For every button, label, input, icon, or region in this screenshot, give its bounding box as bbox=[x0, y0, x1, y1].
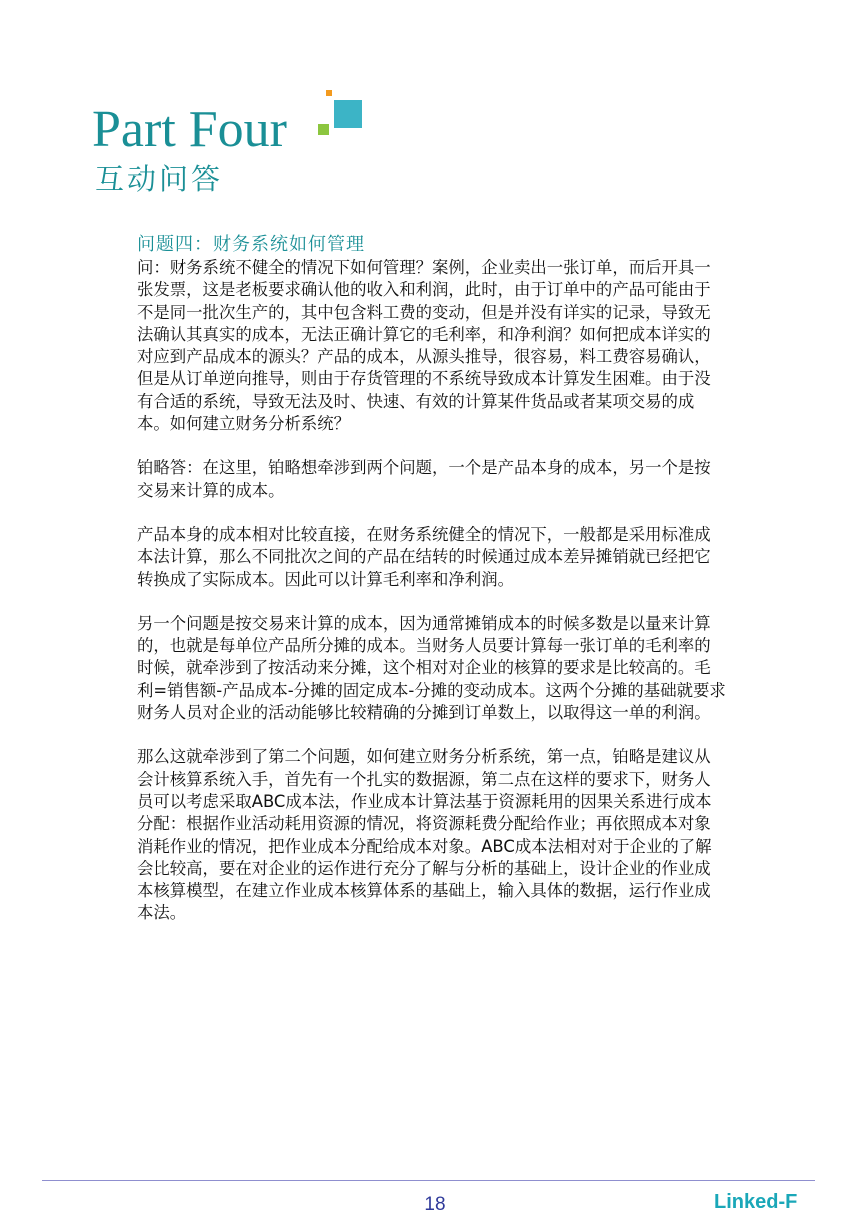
paragraph-question: 问：财务系统不健全的情况下如何管理？案例，企业卖出一张订单，而后开具一张发票，这是老板要求确认他的收入和利润，此时，由于订单中的产品可能由于不是同一批次生产的，其中包含料工费的变动，但是并没有详实的记录，导致无法确认其真实的成本，无法正确计算它的毛利率，和净利润？如何把成本详实的对应到产品成本的源头？产品的成本，从源头推导，很容易，料工费容易确认，但是从订单逆向推导，则由于存货管理的不系统导致成本计算发生困难。由于没有合适的系统，导致无法及时、快速、有效的计算某件货品或者某项交易的成本。如何建立财务分析系统？ bbox=[137, 258, 711, 434]
paragraph-financial-analysis-system: 那么这就牵涉到了第二个问题，如何建立财务分析系统，第一点，铂略是建议从会计核算系统入手，首先有一个扎实的数据源，第二点在这样的要求下，财务人员可以考虑采取ABC成本法，作业成本计算法基于资源耗用的因果关系进行成本分配：根据作业活动耗用资源的情况，将资源耗费分配给作业；再依照成本对象消耗作业的情况，把作业成本分配给成本对象。ABC成本法相对对于企业的了解会比较高，要在对企业的运作进行充分了解与分析的基础上，设计企业的作业成本核算模型，在建立作业成本核算体系的基础上，输入具体的数据，运行作业成本法。 bbox=[137, 747, 712, 923]
article-body bbox=[137, 233, 727, 925]
green-square bbox=[318, 124, 329, 135]
decorative-squares-logo bbox=[318, 90, 364, 138]
paragraph-product-cost: 产品本身的成本相对比较直接，在财务系统健全的情况下，一般都是采用标准成本法计算，那么不同批次之间的产品在结转的时候通过成本差异摊销就已经把它转换成了实际成本。因此可以计算毛利率和净利润。 bbox=[137, 524, 711, 589]
paragraph-answer-intro: 铂略答：在这里，铂略想牵涉到两个问题，一个是产品本身的成本，另一个是按交易来计算的成本。 bbox=[137, 458, 711, 500]
footer-divider bbox=[42, 1180, 815, 1181]
brand-logo: Linked-F bbox=[714, 1191, 798, 1213]
question-heading: 问题四：财务系统如何管理 bbox=[137, 234, 365, 255]
orange-square bbox=[326, 90, 332, 96]
blue-square bbox=[334, 100, 362, 128]
paragraph-transaction-cost: 另一个问题是按交易来计算的成本，因为通常摊销成本的时候多数是以量来计算的，也就是每单位产品所分摊的成本。当财务人员要计算每一张订单的毛利率的时候，就牵涉到了按活动来分摊，这个相对对企业的核算的要求是比较高的。毛利=销售额-产品成本-分摊的固定成本-分摊的变动成本。这两个分摊的基础就要求财务人员对企业的活动能够比较精确的分摊到订单数上，以取得这一单的利润。 bbox=[137, 613, 726, 723]
section-title: 互动问答 bbox=[95, 162, 224, 196]
part-title: Part Four bbox=[92, 101, 287, 158]
page-number: 18 bbox=[424, 1194, 446, 1215]
